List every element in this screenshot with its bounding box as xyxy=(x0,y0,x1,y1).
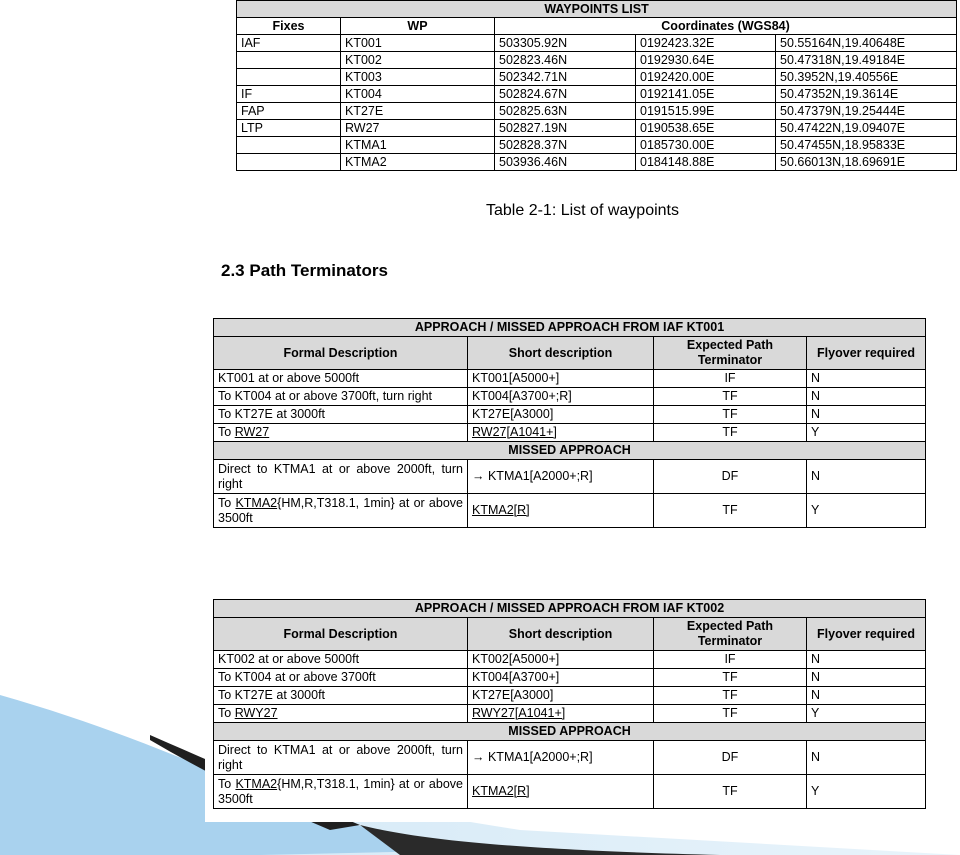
decimal-coords-cell: 50.3952N,19.40556E xyxy=(776,69,957,86)
fix-cell xyxy=(237,137,341,154)
latitude-cell: 502824.67N xyxy=(495,86,636,103)
longitude-cell: 0185730.00E xyxy=(636,137,776,154)
fix-cell xyxy=(237,154,341,171)
formal-description-cell xyxy=(214,494,468,528)
longitude-cell: 0192420.00E xyxy=(636,69,776,86)
path-terminator-table-kt001 xyxy=(213,318,926,528)
short-description-cell: RW27[A1041+] xyxy=(468,424,654,442)
path-terminator-cell: TF xyxy=(654,388,807,406)
formal-waypoint-link: KTMA2 xyxy=(235,776,278,791)
longitude-cell: 0190538.65E xyxy=(636,120,776,137)
table-row xyxy=(237,103,957,120)
col-wp: WP xyxy=(341,18,495,35)
table-row xyxy=(214,406,926,424)
path-terminator-cell: TF xyxy=(654,687,807,705)
formal-description-cell: To KT004 at or above 3700ft xyxy=(214,669,468,687)
waypoints-table xyxy=(236,0,957,171)
short-description-cell: RWY27[A1041+] xyxy=(468,705,654,723)
flyover-cell: Y xyxy=(807,775,926,809)
path-terminator-cell: IF xyxy=(654,651,807,669)
wp-cell: RW27 xyxy=(341,120,495,137)
flyover-cell: N xyxy=(807,406,926,424)
col-flyover-required: Flyover required xyxy=(807,618,926,651)
wp-cell: KT002 xyxy=(341,52,495,69)
fix-cell: IAF xyxy=(237,35,341,52)
latitude-cell: 502827.19N xyxy=(495,120,636,137)
short-description-cell: KTMA2[R] xyxy=(468,775,654,809)
table-title: APPROACH / MISSED APPROACH FROM IAF KT001 xyxy=(214,319,926,337)
formal-description-cell: To KT004 at or above 3700ft, turn right xyxy=(214,388,468,406)
fix-cell xyxy=(237,52,341,69)
formal-waypoint-link: RW27 xyxy=(234,425,270,439)
flyover-cell: N xyxy=(807,741,926,775)
formal-description-cell: To KT27E at 3000ft xyxy=(214,687,468,705)
short-description-cell: KT27E[A3000] xyxy=(468,687,654,705)
flyover-cell: Y xyxy=(807,494,926,528)
short-description-cell: → KTMA1[A2000+;R] xyxy=(468,460,654,494)
formal-text: To xyxy=(218,425,235,439)
formal-text: {HM,R,T318.1, 1min} at or above 3500ft xyxy=(218,776,463,806)
wp-cell: KTMA1 xyxy=(341,137,495,154)
missed-approach-rows xyxy=(214,741,926,809)
latitude-cell: 502825.63N xyxy=(495,103,636,120)
table-row xyxy=(214,705,926,723)
path-terminator-cell: TF xyxy=(654,705,807,723)
short-description-cell: → KTMA1[A2000+;R] xyxy=(468,741,654,775)
longitude-cell: 0191515.99E xyxy=(636,103,776,120)
decimal-coords-cell: 50.47422N,19.09407E xyxy=(776,120,957,137)
approach-rows xyxy=(214,370,926,442)
fix-cell: LTP xyxy=(237,120,341,137)
flyover-cell: N xyxy=(807,651,926,669)
longitude-cell: 0184148.88E xyxy=(636,154,776,171)
latitude-cell: 503936.46N xyxy=(495,154,636,171)
approach-rows xyxy=(214,651,926,723)
col-formal-description: Formal Description xyxy=(214,337,468,370)
flyover-cell: N xyxy=(807,370,926,388)
col-fixes: Fixes xyxy=(237,18,341,35)
formal-waypoint-link: KTMA2 xyxy=(235,495,278,510)
path-terminator-cell: TF xyxy=(654,494,807,528)
short-description-cell: KT001[A5000+] xyxy=(468,370,654,388)
table-row xyxy=(214,388,926,406)
table-row xyxy=(214,687,926,705)
decimal-coords-cell: 50.47352N,19.3614E xyxy=(776,86,957,103)
flyover-cell: Y xyxy=(807,705,926,723)
path-terminator-cell: DF xyxy=(654,460,807,494)
formal-description-cell: Direct to KTMA1 at or above 2000ft, turn right xyxy=(214,460,468,494)
table-row xyxy=(237,154,957,171)
flyover-cell: N xyxy=(807,669,926,687)
missed-approach-rows xyxy=(214,460,926,528)
table-row xyxy=(214,651,926,669)
path-terminator-cell: TF xyxy=(654,669,807,687)
col-path-terminator: Expected Path Terminator xyxy=(654,337,807,370)
table-row xyxy=(237,52,957,69)
wp-cell: KT001 xyxy=(341,35,495,52)
decimal-coords-cell: 50.47379N,19.25444E xyxy=(776,103,957,120)
missed-approach-label: MISSED APPROACH xyxy=(214,442,926,460)
latitude-cell: 502342.71N xyxy=(495,69,636,86)
formal-waypoint-link: RWY27 xyxy=(234,706,278,720)
table-row xyxy=(237,86,957,103)
formal-text: To xyxy=(218,706,235,720)
path-terminator-cell: TF xyxy=(654,424,807,442)
path-terminator-cell: TF xyxy=(654,775,807,809)
missed-approach-label: MISSED APPROACH xyxy=(214,723,926,741)
table-row xyxy=(214,669,926,687)
flyover-cell: Y xyxy=(807,424,926,442)
latitude-cell: 503305.92N xyxy=(495,35,636,52)
formal-description-cell: KT001 at or above 5000ft xyxy=(214,370,468,388)
formal-description-cell: Direct to KTMA1 at or above 2000ft, turn right xyxy=(214,741,468,775)
table-row xyxy=(237,35,957,52)
col-coordinates: Coordinates (WGS84) xyxy=(495,18,957,35)
col-short-description: Short description xyxy=(468,337,654,370)
formal-text: {HM,R,T318.1, 1min} at or above 3500ft xyxy=(218,495,463,525)
flyover-cell: N xyxy=(807,687,926,705)
fix-cell: FAP xyxy=(237,103,341,120)
formal-text: To xyxy=(218,495,236,510)
document-page xyxy=(205,0,960,822)
latitude-cell: 502823.46N xyxy=(495,52,636,69)
waypoints-body xyxy=(237,35,957,171)
waypoints-title: WAYPOINTS LIST xyxy=(237,1,957,18)
flyover-cell: N xyxy=(807,460,926,494)
table-row xyxy=(214,494,926,528)
table-row xyxy=(237,69,957,86)
formal-description-cell xyxy=(214,424,468,442)
table-caption: Table 2-1: List of waypoints xyxy=(486,202,679,219)
wp-cell: KT004 xyxy=(341,86,495,103)
decimal-coords-cell: 50.47455N,18.95833E xyxy=(776,137,957,154)
decimal-coords-cell: 50.66013N,18.69691E xyxy=(776,154,957,171)
longitude-cell: 0192930.64E xyxy=(636,52,776,69)
fix-cell: IF xyxy=(237,86,341,103)
longitude-cell: 0192423.32E xyxy=(636,35,776,52)
col-path-terminator: Expected Path Terminator xyxy=(654,618,807,651)
short-description-cell: KT27E[A3000] xyxy=(468,406,654,424)
table-row xyxy=(214,741,926,775)
short-description-cell: KT004[A3700+] xyxy=(468,669,654,687)
wp-cell: KTMA2 xyxy=(341,154,495,171)
short-description-cell: KT004[A3700+;R] xyxy=(468,388,654,406)
table-row xyxy=(214,775,926,809)
wp-cell: KT003 xyxy=(341,69,495,86)
decimal-coords-cell: 50.55164N,19.40648E xyxy=(776,35,957,52)
table-row xyxy=(214,460,926,494)
path-terminator-table-kt002 xyxy=(213,599,926,809)
decimal-coords-cell: 50.47318N,19.49184E xyxy=(776,52,957,69)
col-flyover-required: Flyover required xyxy=(807,337,926,370)
latitude-cell: 502828.37N xyxy=(495,137,636,154)
path-terminator-cell: TF xyxy=(654,406,807,424)
short-description-cell: KT002[A5000+] xyxy=(468,651,654,669)
formal-description-cell xyxy=(214,775,468,809)
formal-text: To xyxy=(218,776,236,791)
table-row xyxy=(237,120,957,137)
table-row xyxy=(214,370,926,388)
longitude-cell: 0192141.05E xyxy=(636,86,776,103)
formal-description-cell xyxy=(214,705,468,723)
col-short-description: Short description xyxy=(468,618,654,651)
table-row xyxy=(214,424,926,442)
fix-cell xyxy=(237,69,341,86)
short-description-cell: KTMA2[R] xyxy=(468,494,654,528)
table-row xyxy=(237,137,957,154)
table-title: APPROACH / MISSED APPROACH FROM IAF KT002 xyxy=(214,600,926,618)
wp-cell: KT27E xyxy=(341,103,495,120)
col-formal-description: Formal Description xyxy=(214,618,468,651)
section-heading: 2.3 Path Terminators xyxy=(221,261,388,280)
formal-description-cell: To KT27E at 3000ft xyxy=(214,406,468,424)
formal-description-cell: KT002 at or above 5000ft xyxy=(214,651,468,669)
path-terminator-cell: DF xyxy=(654,741,807,775)
path-terminator-cell: IF xyxy=(654,370,807,388)
flyover-cell: N xyxy=(807,388,926,406)
